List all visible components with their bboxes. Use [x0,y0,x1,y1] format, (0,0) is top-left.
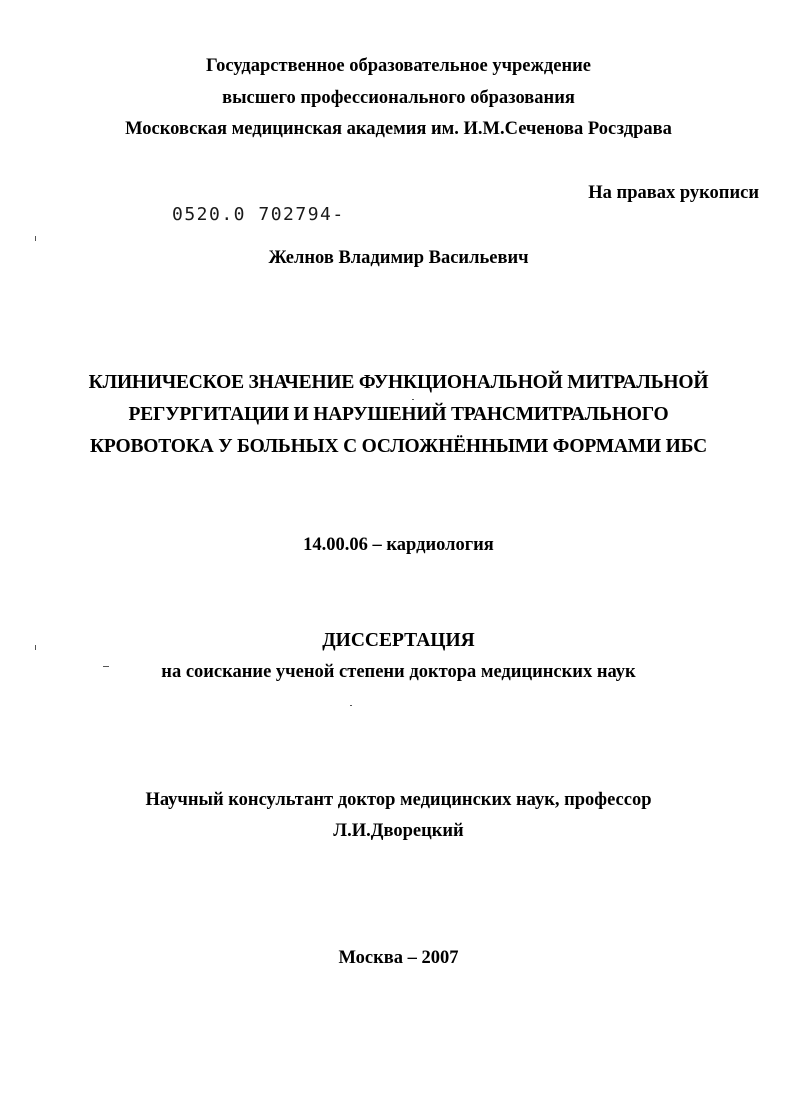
scan-speck [412,399,414,400]
scan-speck [103,666,109,667]
scan-speck [35,236,36,241]
title-line-3: КРОВОТОКА У БОЛЬНЫХ С ОСЛОЖНЁННЫМИ ФОРМАМИ ИБС [89,436,708,457]
consultant-name: Л.И.Дворецкий [333,821,464,841]
consultant-line: Научный консультант доктор медицинских наук, профессор [145,790,652,810]
title-line-2: РЕГУРГИТАЦИИ И НАРУШЕНИЙ ТРАНСМИТРАЛЬНОГО [128,404,669,425]
scan-speck [350,705,352,706]
institution-line-2: высшего профессионального образования [222,88,575,108]
institution-line-3: Московская медицинская академия им. И.М.Сеченова Росздрава [125,119,672,139]
specialty: 14.00.06 – кардиология [303,535,494,555]
document-type: ДИССЕРТАЦИЯ [322,630,475,651]
scan-speck [35,645,36,650]
title-line-1: КЛИНИЧЕСКОЕ ЗНАЧЕНИЕ ФУНКЦИОНАЛЬНОЙ МИТРАЛЬНОЙ [88,372,709,393]
manuscript-note: На правах рукописи [588,183,759,203]
place-year: Москва – 2007 [338,948,459,968]
author-name: Желнов Владимир Васильевич [268,248,529,268]
library-stamp: 0520.0 702794- [172,204,345,225]
degree: на соискание ученой степени доктора медицинских наук [161,662,636,682]
institution-line-1: Государственное образовательное учреждение [205,56,592,76]
